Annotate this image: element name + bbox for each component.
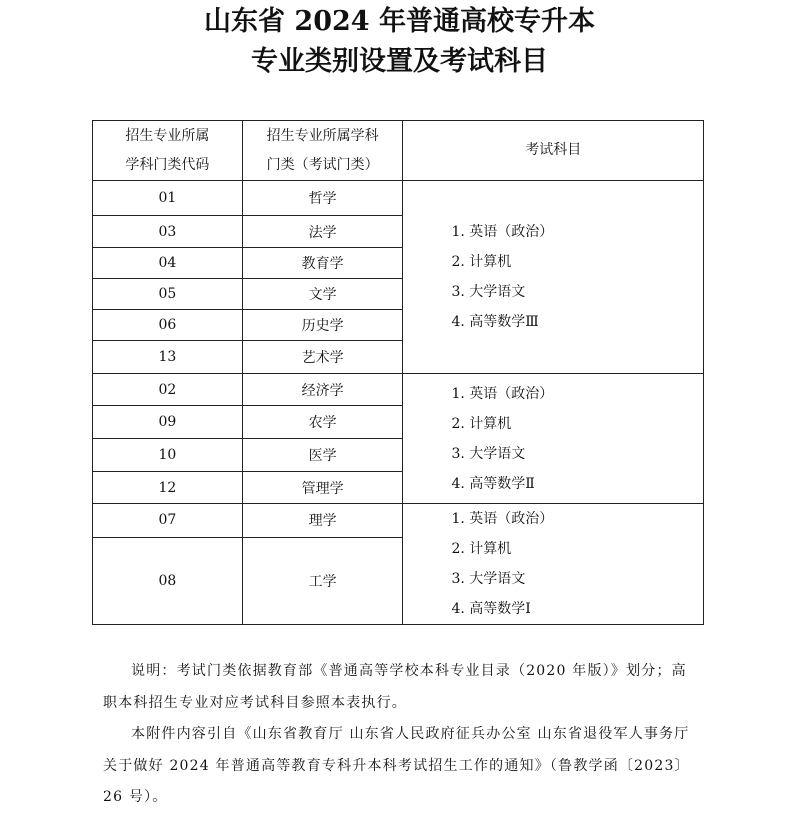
exam-subject: 2. 计算机 <box>451 541 512 557</box>
category-cell: 文学 <box>242 279 403 310</box>
category-cell: 教育学 <box>242 248 403 279</box>
code-cell: 01 <box>93 181 243 216</box>
exam-subject: 1. 英语（政治） <box>451 511 554 527</box>
category-cell: 工学 <box>242 537 403 624</box>
note-explanation: 说明：考试门类依据教育部《普通高等学校本科专业目录（2020 年版）》划分；高职本科招生专业对应考试科目参照本表执行。 <box>103 663 687 711</box>
exam-subjects-cell <box>403 181 704 374</box>
exam-subject: 4. 高等数学Ⅱ <box>451 475 535 492</box>
table-header <box>93 121 704 181</box>
exam-subject: 1. 英语（政治） <box>451 385 554 402</box>
notes <box>103 656 699 814</box>
category-cell: 法学 <box>242 216 403 248</box>
table-row <box>93 504 704 538</box>
exam-subject: 4. 高等数学Ⅲ <box>451 314 539 330</box>
category-cell: 历史学 <box>242 310 403 341</box>
subject-table <box>92 120 704 625</box>
code-cell: 13 <box>93 341 243 374</box>
category-cell: 哲学 <box>242 181 403 216</box>
exam-subject: 3. 大学语文 <box>451 445 526 462</box>
header-code-line2: 学科门类代码 <box>125 156 210 173</box>
exam-subject: 4. 高等数学Ⅰ <box>451 601 531 617</box>
category-cell: 医学 <box>242 439 403 472</box>
code-cell: 10 <box>93 439 243 472</box>
exam-subject: 3. 大学语文 <box>451 284 526 300</box>
exam-subject: 2. 计算机 <box>451 254 512 270</box>
code-cell: 09 <box>93 406 243 439</box>
code-cell: 08 <box>93 537 243 624</box>
header-category-line1: 招生专业所属学科 <box>266 127 379 144</box>
category-cell: 艺术学 <box>242 341 403 374</box>
exam-subject: 1. 英语（政治） <box>451 224 554 240</box>
code-cell: 12 <box>93 472 243 504</box>
exam-subjects-cell <box>403 374 704 504</box>
category-cell: 管理学 <box>242 472 403 504</box>
category-cell: 理学 <box>242 504 403 538</box>
code-cell: 05 <box>93 279 243 310</box>
header-code <box>93 121 243 181</box>
code-cell: 03 <box>93 216 243 248</box>
header-code-line1: 招生专业所属 <box>125 127 210 144</box>
header-category-line2: 门类（考试门类） <box>266 156 379 173</box>
title-line-1: 山东省 2024 年普通高校专升本 <box>204 6 595 37</box>
code-cell: 07 <box>93 504 243 538</box>
category-cell: 经济学 <box>242 374 403 406</box>
title-line-2: 专业类别设置及考试科目 <box>251 46 548 77</box>
exam-subjects-cell <box>403 504 704 625</box>
category-cell: 农学 <box>242 406 403 439</box>
code-cell: 04 <box>93 248 243 279</box>
code-cell: 06 <box>93 310 243 341</box>
table-row <box>93 374 704 406</box>
header-subjects: 考试科目 <box>403 121 704 181</box>
note-source: 本附件内容引自《山东省教育厅 山东省人民政府征兵办公室 山东省退役军人事务厅 关于做好 2024 年普通高等教育专科升本科考试招生工作的通知》（鲁教学函〔2023〕26 号）。 <box>103 726 690 805</box>
exam-subject: 3. 大学语文 <box>451 571 526 587</box>
exam-subject: 2. 计算机 <box>451 415 512 432</box>
header-category <box>242 121 403 181</box>
table-row <box>93 181 704 216</box>
code-cell: 02 <box>93 374 243 406</box>
